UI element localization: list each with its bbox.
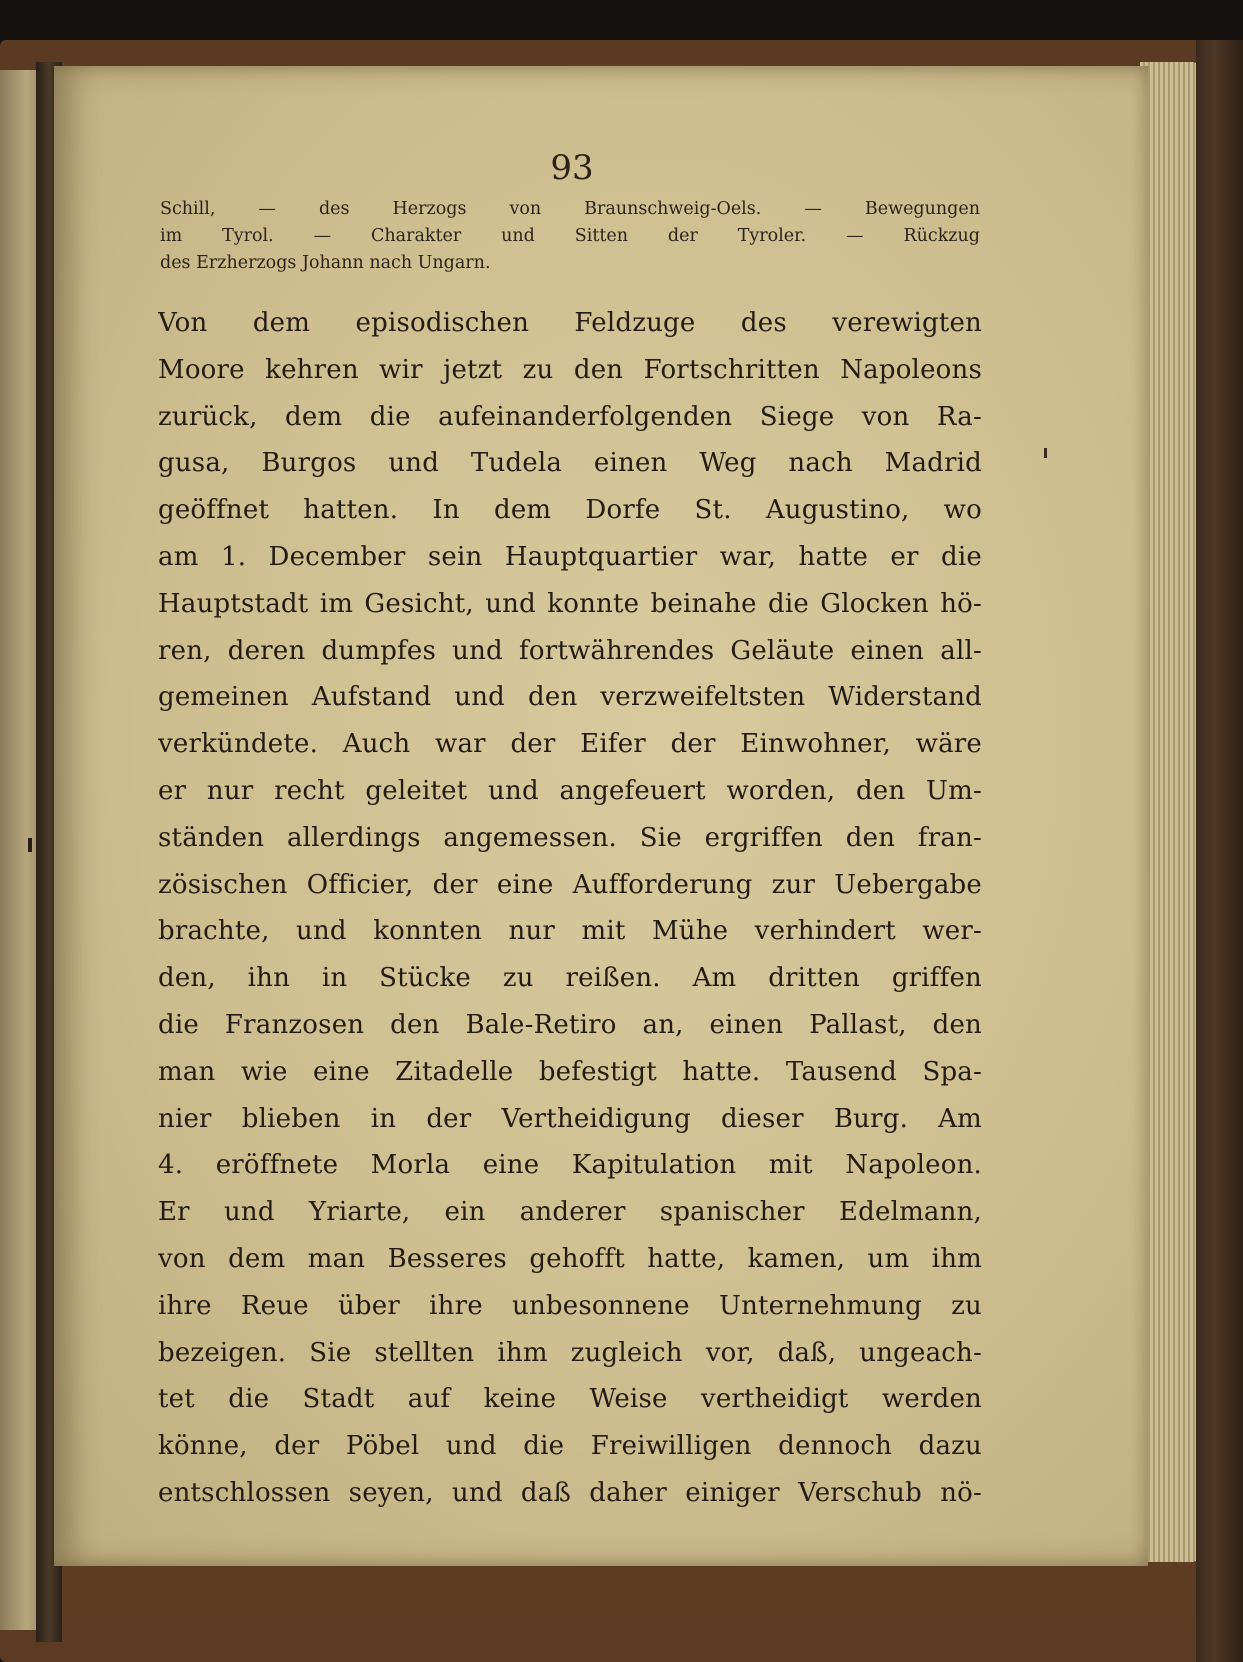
text-line: gusa, Burgos und Tudela einen Weg nach Madrid [158, 448, 982, 479]
page-stack-edge [1140, 62, 1200, 1562]
text-line: brachte, und konnten nur mit Mühe verhindert wer- [158, 916, 982, 947]
summary-line: Schill, — des Herzogs von Braunschweig-Oels. — Bewegungen [160, 199, 980, 219]
text-line: ren, deren dumpfes und fortwährendes Geläute einen all- [158, 635, 982, 666]
text-line: Hauptstadt im Gesicht, und konnte beinahe die Glocken hö- [158, 588, 982, 619]
text-line: Er und Yriarte, ein anderer spanischer Edelmann, [158, 1197, 982, 1228]
text-line: könne, der Pöbel und die Freiwilligen dennoch dazu [158, 1431, 982, 1462]
text-line: Moore kehren wir jetzt zu den Fortschritten Napoleons [158, 354, 982, 385]
text-line: 4. eröffnete Morla eine Kapitulation mit Napoleon. [158, 1150, 982, 1181]
text-line: gemeinen Aufstand und den verzweifeltsten Widerstand [158, 682, 982, 713]
ink-speck [1044, 448, 1047, 458]
text-line: zurück, dem die aufeinanderfolgenden Siege von Ra- [158, 401, 982, 432]
text-line: am 1. December sein Hauptquartier war, hatte er die [158, 541, 982, 572]
text-line: ständen allerdings angemessen. Sie ergriffen den fran- [158, 822, 982, 853]
page-number: 93 [550, 148, 594, 188]
summary-line: des Erzherzogs Johann nach Ungarn. [160, 253, 491, 273]
text-line: entschlossen seyen, und daß daher einiger Verschub nö- [158, 1477, 982, 1508]
text-line: geöffnet hatten. In dem Dorfe St. Augustino, wo [158, 495, 982, 526]
body-text [158, 300, 982, 1517]
text-line: man wie eine Zitadelle befestigt hatte. Tausend Spa- [158, 1056, 982, 1087]
text-line: zösischen Officier, der eine Aufforderung zur Uebergabe [158, 869, 982, 900]
cover-edge-right [1196, 40, 1243, 1662]
summary-line: im Tyrol. — Charakter und Sitten der Tyroler. — Rückzug [160, 226, 980, 246]
text-line: die Franzosen den Bale-Retiro an, einen Pallast, den [158, 1009, 982, 1040]
text-line: nier blieben in der Vertheidigung dieser Burg. Am [158, 1103, 982, 1134]
text-line: ihre Reue über ihre unbesonnene Unternehmung zu [158, 1290, 982, 1321]
text-line: bezeigen. Sie stellten ihm zugleich vor, daß, ungeach- [158, 1337, 982, 1368]
text-line: Von dem episodischen Feldzuge des verewigten [158, 308, 982, 338]
text-line: er nur recht geleitet und angefeuert worden, den Um- [158, 775, 982, 806]
text-line: den, ihn in Stücke zu reißen. Am dritten griffen [158, 963, 982, 994]
ink-speck [28, 838, 32, 852]
text-line: tet die Stadt auf keine Weise vertheidigt werden [158, 1384, 982, 1415]
text-line: verkündete. Auch war der Eifer der Einwohner, wäre [158, 729, 982, 760]
chapter-summary [160, 196, 980, 277]
text-line: von dem man Besseres gehofft hatte, kamen, um ihm [158, 1243, 982, 1274]
